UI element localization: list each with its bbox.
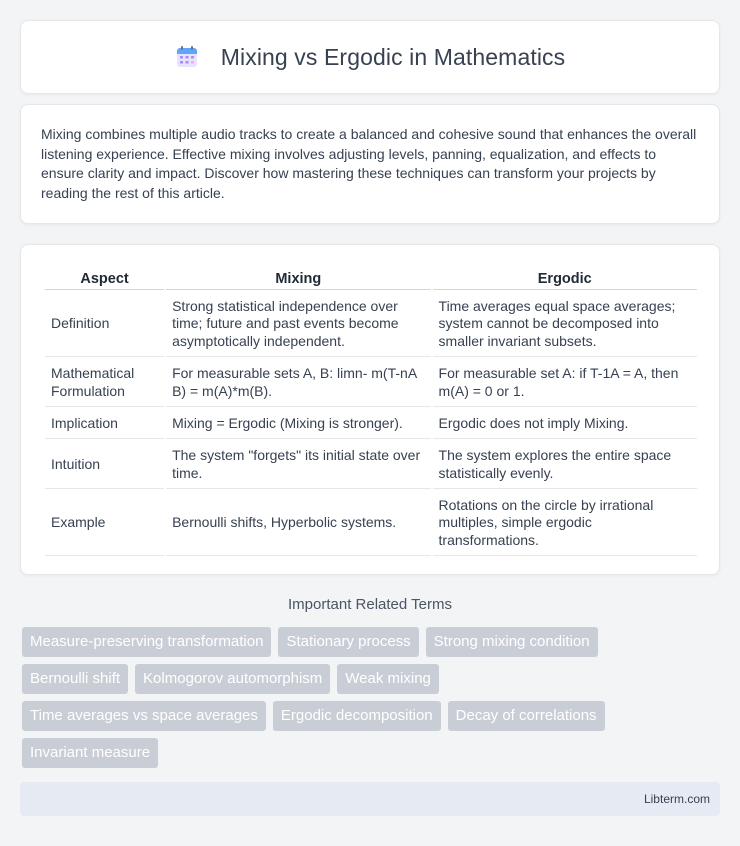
cell-mixing: Strong statistical independence over time; future and past events become asymptotically independent. — [166, 292, 430, 357]
tag-row — [22, 701, 722, 731]
table-row — [45, 409, 697, 439]
comparison-card — [20, 244, 720, 575]
table-row — [45, 359, 697, 407]
cell-aspect: Intuition — [45, 441, 164, 489]
intro-paragraph: Mixing combines multiple audio tracks to create a balanced and cohesive sound that enhances the overall listening experience. Effective mixing involves adjusting levels, panning, equalization, and effects to ensure clarity and impact. Discover how mastering these techniques can transform your projects by reading the rest of this article. — [41, 126, 697, 201]
cell-ergodic: Rotations on the circle by irrational multiples, simple ergodic transformations. — [433, 491, 697, 556]
cell-aspect: Definition — [45, 292, 164, 357]
cell-ergodic: For measurable set A: if T-1A = A, then m(A) = 0 or 1. — [433, 359, 697, 407]
calendar-icon — [175, 45, 199, 69]
tag-row — [22, 738, 722, 768]
tag-row — [22, 627, 722, 657]
cell-mixing: Mixing = Ergodic (Mixing is stronger). — [166, 409, 430, 439]
cell-ergodic: The system explores the entire space statistically evenly. — [433, 441, 697, 489]
table-row — [45, 441, 697, 489]
table-row — [45, 491, 697, 556]
related-term-tag[interactable]: Time averages vs space averages — [22, 701, 266, 731]
related-term-tag[interactable]: Strong mixing condition — [426, 627, 598, 657]
cell-aspect: Example — [45, 491, 164, 556]
comparison-table — [43, 265, 699, 558]
cell-mixing: Bernoulli shifts, Hyperbolic systems. — [166, 491, 430, 556]
related-term-tag[interactable]: Ergodic decomposition — [273, 701, 441, 731]
intro-card — [20, 104, 720, 224]
header-ergodic: Ergodic — [433, 267, 697, 290]
related-terms — [22, 627, 722, 775]
page-title: Mixing vs Ergodic in Mathematics — [220, 43, 566, 70]
table-header-row — [45, 267, 697, 290]
related-terms-title: Important Related Terms — [288, 596, 452, 613]
related-term-tag[interactable]: Invariant measure — [22, 738, 158, 768]
header-card — [20, 20, 720, 94]
header-mixing: Mixing — [166, 267, 430, 290]
footer-site-link[interactable]: Libterm.com — [643, 792, 710, 806]
tag-row — [22, 664, 722, 694]
cell-aspect: Implication — [45, 409, 164, 439]
table-row — [45, 292, 697, 357]
header-aspect: Aspect — [45, 267, 164, 290]
related-term-tag[interactable]: Measure-preserving transformation — [22, 627, 271, 657]
header — [175, 44, 565, 71]
cell-mixing: For measurable sets A, B: limn- m(T-nA B) = m(A)*m(B). — [166, 359, 430, 407]
cell-ergodic: Time averages equal space averages; system cannot be decomposed into smaller invariant subsets. — [433, 292, 697, 357]
cell-aspect: Mathematical Formulation — [45, 359, 164, 407]
related-term-tag[interactable]: Bernoulli shift — [22, 664, 128, 694]
cell-ergodic: Ergodic does not imply Mixing. — [433, 409, 697, 439]
related-term-tag[interactable]: Stationary process — [278, 627, 418, 657]
footer — [20, 782, 720, 816]
cell-mixing: The system "forgets" its initial state over time. — [166, 441, 430, 489]
related-term-tag[interactable]: Weak mixing — [337, 664, 439, 694]
related-term-tag[interactable]: Decay of correlations — [448, 701, 605, 731]
related-term-tag[interactable]: Kolmogorov automorphism — [135, 664, 330, 694]
